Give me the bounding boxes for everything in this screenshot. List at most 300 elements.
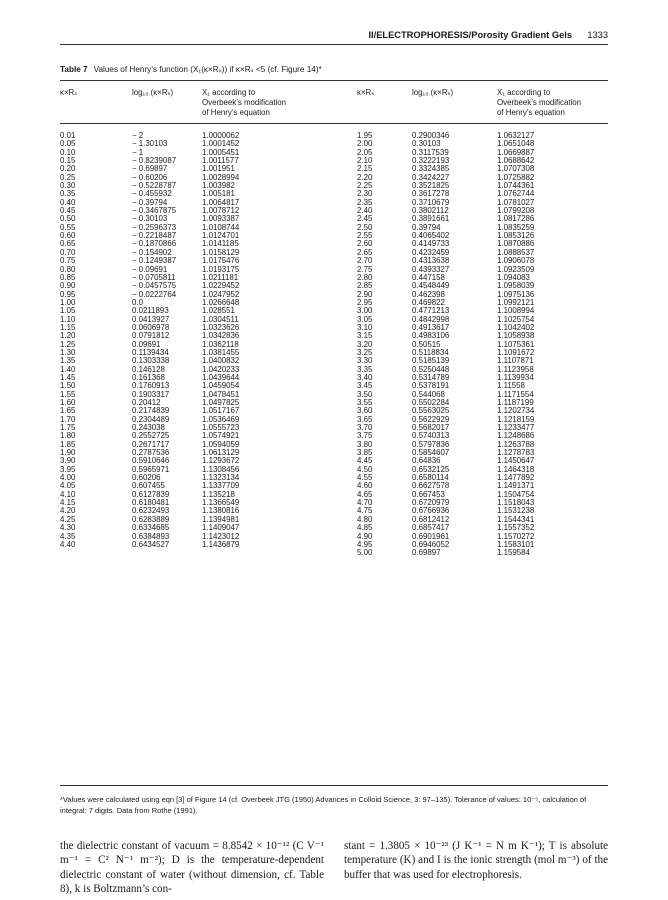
table-cell: 1.0835259 [497,222,535,232]
table-cell: − 0.60206 [132,172,168,182]
table-cell: 1.1008994 [497,306,535,316]
table-cell: 0.5910646 [132,456,170,466]
table-cell: 1.0028994 [202,172,240,182]
table-cell: 1.0439644 [202,372,240,382]
table-cell: 1.0400832 [202,356,240,366]
table-cell: 4.95 [357,539,373,549]
table-cell: 1.1058938 [497,331,535,341]
table-cell: 2.60 [357,239,373,249]
table-cell: 3.65 [357,414,373,424]
table-cell: 1.0906078 [497,256,535,266]
table-cell: − 0.8239087 [132,156,177,166]
table-cell: 2.25 [357,181,373,191]
table-cell: − 0.1249387 [132,256,177,266]
table-cell: 1.50 [60,381,76,391]
table-cell: 0.6580114 [412,473,449,483]
table-cell: 2.80 [357,272,373,282]
table-cell: 0.15 [60,156,76,166]
table-cell: 0.1303338 [132,356,170,366]
table-cell: 4.20 [60,506,76,516]
table-cell: 0.6766936 [412,506,450,516]
table-cell: 1.1171554 [497,389,534,399]
table-cell: 1.1423012 [202,531,240,541]
table-cell: 1.0229452 [202,281,240,291]
table-cell: 1.0853126 [497,231,535,241]
table-column [357,132,372,558]
table-cell: 4.50 [357,464,373,474]
table-cell: 0.5740313 [412,431,450,441]
table-cell: − 0.2596373 [132,222,177,232]
table-cell: 1.75 [60,423,76,433]
table-cell: 0.3802112 [412,206,449,216]
table-cell: 0.3521825 [412,181,450,191]
table-cell: 0.6720979 [412,498,450,508]
table-cell: 1.135218 [202,489,235,499]
table-cell: 0.4393327 [412,264,450,274]
table-cell: 0.6532125 [412,464,450,474]
table-cell: 1.40 [60,364,76,374]
table-cell: 0.70 [60,247,76,257]
table-cell: 1.20 [60,331,76,341]
table-cell: 1.003982 [202,181,235,191]
table-cell: 0.40 [60,197,76,207]
table-cell: 0.69897 [412,548,441,558]
table-cell: 1.0744361 [497,181,535,191]
table-cell: 3.40 [357,372,373,382]
header-cell: κ×Rₛ [60,88,78,97]
table-cell: 4.45 [357,456,373,466]
table-cell: 2.05 [357,147,373,157]
table-cell: 0.5314789 [412,372,450,382]
table-cell: 0.5185139 [412,356,450,366]
table-cell: 0.2900346 [412,131,450,140]
table-cell: 1.0958039 [497,281,535,291]
table-cell: 1.1394981 [202,514,240,524]
table-cell: 0.6434527 [132,539,170,549]
table-cell: 0.20 [60,164,76,174]
table-cell: 0.5250448 [412,364,450,374]
table-cell: 1.1091672 [497,347,535,357]
table-cell: 1.0064817 [202,197,240,207]
table-cell: 0.6127839 [132,489,170,499]
table-cell: 0.146128 [132,364,165,374]
table-cell: 1.1450647 [497,456,535,466]
table-cell: 0.60206 [132,473,161,483]
table-cell: 3.50 [357,389,373,399]
table-cell: 4.65 [357,489,373,499]
table-cell: 0.65 [60,239,76,249]
table-cell: − 0.154902 [132,247,172,257]
table-cell: 3.75 [357,431,373,441]
table-cell: 4.75 [357,506,373,516]
table-cell: 1.0193175 [202,264,240,274]
table-cell: 3.95 [60,464,76,474]
table-cell: 1.0124701 [202,231,240,241]
table-cell: − 0.3467875 [132,206,177,216]
table-cell: 2.10 [357,156,373,166]
table-cell: 1.0651048 [497,139,535,149]
table-cell: 1.1504754 [497,489,535,499]
table-cell: 2.55 [357,231,373,241]
header-cell: log₁₀ (κ×Rₛ) [412,88,454,97]
table-cell: 0.5797836 [412,439,450,449]
table-cell: 1.1583101 [497,539,535,549]
table-bottom-rule [60,785,608,786]
table-cell: 1.60 [60,398,76,407]
table-cell: 0.64836 [412,456,441,466]
table-cell: 3.35 [357,364,373,374]
table-cell: 1.1570272 [497,531,535,541]
table-cell: 1.0342836 [202,331,240,341]
table-cell: 1.95 [357,131,373,140]
table-cell: − 0.39794 [132,197,168,207]
table-cell: 1.05 [60,306,76,316]
table-cell: 3.05 [357,314,373,324]
table-cell: − 0.09691 [132,264,168,274]
table-cell: 1.0688642 [497,156,535,166]
table-cell: 0.0791812 [132,331,170,341]
table-cell: 3.80 [357,439,373,449]
table-cell: 4.05 [60,481,76,491]
page-number: 1333 [587,30,608,40]
table-cell: 1.0381455 [202,347,240,357]
table-cell: 1.55 [60,389,76,399]
table-cell: 0.1760913 [132,381,170,391]
table-cell: 1.0175476 [202,256,240,266]
table-cell: 0.1139434 [132,347,169,357]
table-cell: 1.85 [60,439,76,449]
table-cell: 1.00 [60,297,76,307]
table-cell: 0.6334685 [132,523,170,533]
table-cell: 0.45 [60,206,76,216]
table-cell: 0.6946052 [412,539,450,549]
table-cell: 4.85 [357,523,373,533]
table-cell: 1.0108744 [202,222,240,232]
header-cell: κ×Rₛ [357,88,375,97]
table-cell: 4.15 [60,498,76,508]
table-cell: 0.25 [60,172,76,182]
table-cell: 1.1278783 [497,448,535,458]
table-cell: 0.607455 [132,481,165,491]
table-cell: 1.1123958 [497,364,534,374]
table-cell: 1.0011577 [202,156,239,166]
table-footnote: *Values were calculated using eqn [3] of Figure 14 (cf. Overbeek JTG (1950) Advances in Colloid Science, 3: 97–135). Tolerance of values: 10⁻⁵, calculation of integral: 7 digits. Data from Rothe (1991). [60,795,587,815]
table-cell: 3.20 [357,339,373,349]
table-cell: 1.1477892 [497,473,535,483]
table-cell: 0.20412 [132,398,161,407]
table-cell: 1.0158129 [202,247,240,257]
table-cell: 2.30 [357,189,373,199]
table-cell: 2.00 [357,139,373,149]
table-cell: 1.0923509 [497,264,535,274]
table-cell: 0.2552725 [132,431,170,441]
table-column [60,132,75,549]
table-cell: 1.0001452 [202,139,240,149]
table-cell: 1.1202734 [497,406,535,416]
table-cell: 1.0478451 [202,389,240,399]
table-cell: 1.0669887 [497,147,535,157]
table-cell: 1.25 [60,339,76,349]
table-cell: − 0.0222764 [132,289,177,299]
table-cell: 0.1903317 [132,389,170,399]
table-cell: 1.1491371 [497,481,535,491]
table-cell: 0.50 [60,214,76,224]
table-cell: 2.85 [357,281,373,291]
table-cell: 0.6180481 [132,498,170,508]
table-cell: 1.65 [60,406,76,416]
table-cell: 1.1409047 [202,523,240,533]
table-cell: 1.0141185 [202,239,239,249]
table-cell: 0.75 [60,256,76,266]
table-cell: 0.6232493 [132,506,170,516]
table-cell: 0.35 [60,189,76,199]
table-cell: 1.0536469 [202,414,240,424]
table-cell: 0.4842998 [412,314,450,324]
table-cell: 4.90 [357,531,373,541]
table-cell: 0.5965971 [132,464,170,474]
table-cell: 2.65 [357,247,373,257]
table-cell: 1.1139934 [497,372,534,382]
page-header [60,24,608,42]
table-cell: 0.3617278 [412,189,450,199]
table-cell: 0.05 [60,139,76,149]
table-top-rule [60,80,608,81]
table-cell: 1.11558 [497,381,525,391]
table-cell: 1.0517167 [202,406,240,416]
table-cell: 0.544068 [412,389,445,399]
table-cell: 1.1337709 [202,481,240,491]
table-cell: 0.6384893 [132,531,170,541]
table-cell: 1.15 [60,322,76,332]
table-cell: 1.10 [60,314,76,324]
table-cell: 2.95 [357,297,373,307]
table-cell: 2.40 [357,206,373,216]
table-cell: 1.0632127 [497,131,535,140]
table-cell: 0.469822 [412,297,445,307]
table-cell: 1.1218159 [497,414,535,424]
table-cell: − 0.69897 [132,164,168,174]
table-column [202,132,239,549]
table-caption [60,64,322,74]
table-cell: 1.0992121 [497,297,535,307]
table-cell: 0.5502284 [412,398,450,407]
table-cell: 3.85 [357,448,373,458]
body-text-right: stant = 1.3805 × 10⁻²³ (J K⁻¹ = N m K⁻¹); T is absolute temperature (K) and I is the ionic strength (mol m⁻³) of the buffer that was used for electrophoresis. [344,840,608,881]
table-cell: 1.1518043 [497,498,535,508]
table-cell: − 0.455932 [132,189,172,199]
table-cell: 0.5378191 [412,381,450,391]
table-cell: 1.0000062 [202,131,240,140]
header-cell: log₁₀ (κ×Rₛ) [132,88,174,97]
table-cell: 1.90 [60,448,76,458]
table-cell: 3.60 [357,406,373,416]
table-cell: 0.3324385 [412,164,450,174]
table-cell: 1.0781027 [497,197,535,207]
table-cell: 1.0975136 [497,289,535,299]
table-cell: 1.0078712 [202,206,240,216]
table-cell: 0.4313638 [412,256,450,266]
table-cell: 2.75 [357,264,373,274]
table-cell: 0.3117539 [412,147,449,157]
table-cell: 3.00 [357,306,373,316]
table-cell: 1.0005451 [202,147,240,157]
table-cell: 1.0762744 [497,189,535,199]
table-cell: 1.1531238 [497,506,535,516]
table-cell: 0.4065402 [412,231,450,241]
table-cell: 2.90 [357,289,373,299]
table-cell: 0.4771213 [412,306,450,316]
table-cell: 1.1042402 [497,322,535,332]
table-title: Values of Henry’s function (X₁(κ×Rₛ)) if κ×Rₛ <5 (cf. Figure 14)* [93,65,322,74]
table-cell: 0.4232459 [412,247,450,257]
table-cell: 2.35 [357,197,373,207]
table-cell: 1.0613129 [202,448,240,458]
table-cell: 0.10 [60,147,76,157]
table-cell: 0.39794 [412,222,441,232]
table-cell: 1.1464318 [497,464,535,474]
table-cell: − 0.2218487 [132,231,177,241]
table-cell: 1.35 [60,356,76,366]
table-cell: 0.5622929 [412,414,450,424]
table-cell: 3.70 [357,423,373,433]
table-cell: 3.90 [60,456,76,466]
table-cell: 0.462398 [412,289,445,299]
table-cell: 2.20 [357,172,373,182]
table-header-rule [60,123,608,124]
table-cell: − 0.0457575 [132,281,177,291]
table-cell: 0.6627578 [412,481,450,491]
table-cell: 4.40 [60,539,76,549]
table-cell: 1.80 [60,431,76,441]
table-cell: − 0.5228787 [132,181,177,191]
table-cell: 0.4548449 [412,281,450,291]
table-cell: − 0.30103 [132,214,168,224]
table-cell: 4.00 [60,473,76,483]
table-cell: 0.55 [60,222,76,232]
table-cell: 0.01 [60,131,76,140]
table-cell: 0.0 [132,297,143,307]
table-cell: 3.10 [357,322,373,332]
table-cell: 3.55 [357,398,373,407]
body-text-left: the dielectric constant of vacuum = 8.8542 × 10⁻¹² (C V⁻¹ m⁻¹ = C² N⁻¹ m⁻²); D is the temperature-dependent dielectric constant of water (without dimension, cf. Table 8), k is Boltzmann’s con- [60,840,324,895]
table-cell: 0.5682017 [412,423,450,433]
table-cell: 2.70 [357,256,373,266]
table-cell: 0.667453 [412,489,445,499]
table-cell: − 1 [132,147,144,157]
table-cell: 1.0266648 [202,297,240,307]
table-cell: 1.1187199 [497,398,534,407]
table-cell: 1.0304511 [202,314,239,324]
table-cell: 1.1293672 [202,456,240,466]
table-cell: 2.45 [357,214,373,224]
table-cell: 1.0817286 [497,214,535,224]
table-cell: 0.0413927 [132,314,170,324]
table-cell: 0.0211893 [132,306,169,316]
table-cell: 1.1107871 [497,356,534,366]
table-cell: 0.09691 [132,339,161,349]
running-head: II/ELECTROPHORESIS/Porosity Gradient Gels [368,30,572,40]
table-cell: 4.70 [357,498,373,508]
table-cell: 2.15 [357,164,373,174]
table-cell: 0.50515 [412,339,441,349]
table-cell: 1.1233477 [497,423,535,433]
table-label: Table 7 [60,65,88,74]
table-cell: 0.6857417 [412,523,450,533]
table-cell: 0.5563025 [412,406,450,416]
table-cell: 1.1557352 [497,523,535,533]
table-column [412,132,449,558]
table-cell: 1.1366549 [202,498,240,508]
table-cell: 0.4149733 [412,239,450,249]
table-cell: 0.3891661 [412,214,450,224]
table-cell: 0.6901961 [412,531,450,541]
table-cell: − 2 [132,131,144,140]
table-cell: 1.0323626 [202,322,240,332]
table-cell: 0.3424227 [412,172,450,182]
table-cell: 0.90 [60,281,76,291]
table-cell: 1.005181 [202,189,235,199]
table-cell: 1.0555723 [202,423,240,433]
table-cell: 4.30 [60,523,76,533]
table-cell: 1.0725882 [497,172,535,182]
table-cell: 1.094083 [497,272,530,282]
table-cell: 1.1308456 [202,464,240,474]
table-cell: 0.2671717 [132,439,170,449]
table-cell: 1.0247952 [202,289,240,299]
table-cell: 1.0362118 [202,339,239,349]
table-cell: 1.1380816 [202,506,240,516]
table-cell: 4.25 [60,514,76,524]
table-cell: 1.0093387 [202,214,240,224]
table-cell: 0.161368 [132,372,165,382]
table-cell: 1.70 [60,414,76,424]
table-cell: 1.30 [60,347,76,357]
table-cell: 4.55 [357,473,373,483]
table-cell: 1.0799208 [497,206,535,216]
table-cell: 1.0497825 [202,398,240,407]
table-cell: 0.95 [60,289,76,299]
table-cell: 0.5854607 [412,448,450,458]
table-cell: 1.001951 [202,164,235,174]
table-cell: 2.50 [357,222,373,232]
table-cell: 1.1323134 [202,473,240,483]
table-cell: 1.0459054 [202,381,240,391]
table-cell: 1.0211181 [202,272,239,282]
table-cell: 0.30 [60,181,76,191]
table-cell: 0.0606978 [132,322,170,332]
table-cell: 3.15 [357,331,373,341]
table-cell: 1.1544341 [497,514,535,524]
table-cell: 0.6812412 [412,514,450,524]
table-cell: 1.159584 [497,548,530,558]
table-cell: 0.3710679 [412,197,450,207]
table-cell: 0.85 [60,272,76,282]
table-cell: 0.30103 [412,139,441,149]
table-cell: 0.2787536 [132,448,170,458]
table-cell: 1.1075361 [497,339,535,349]
table-column [132,132,176,549]
table-cell: 1.0420233 [202,364,240,374]
table-cell: 0.447158 [412,272,445,282]
table-cell: 1.0707308 [497,164,535,174]
table-cell: 0.4983106 [412,331,450,341]
table-cell: 1.1436879 [202,539,240,549]
table-cell: 0.6283889 [132,514,170,524]
header-rule [60,44,608,45]
table-cell: 4.60 [357,481,373,491]
table-cell: − 0.0705811 [132,272,176,282]
table-cell: 0.60 [60,231,76,241]
